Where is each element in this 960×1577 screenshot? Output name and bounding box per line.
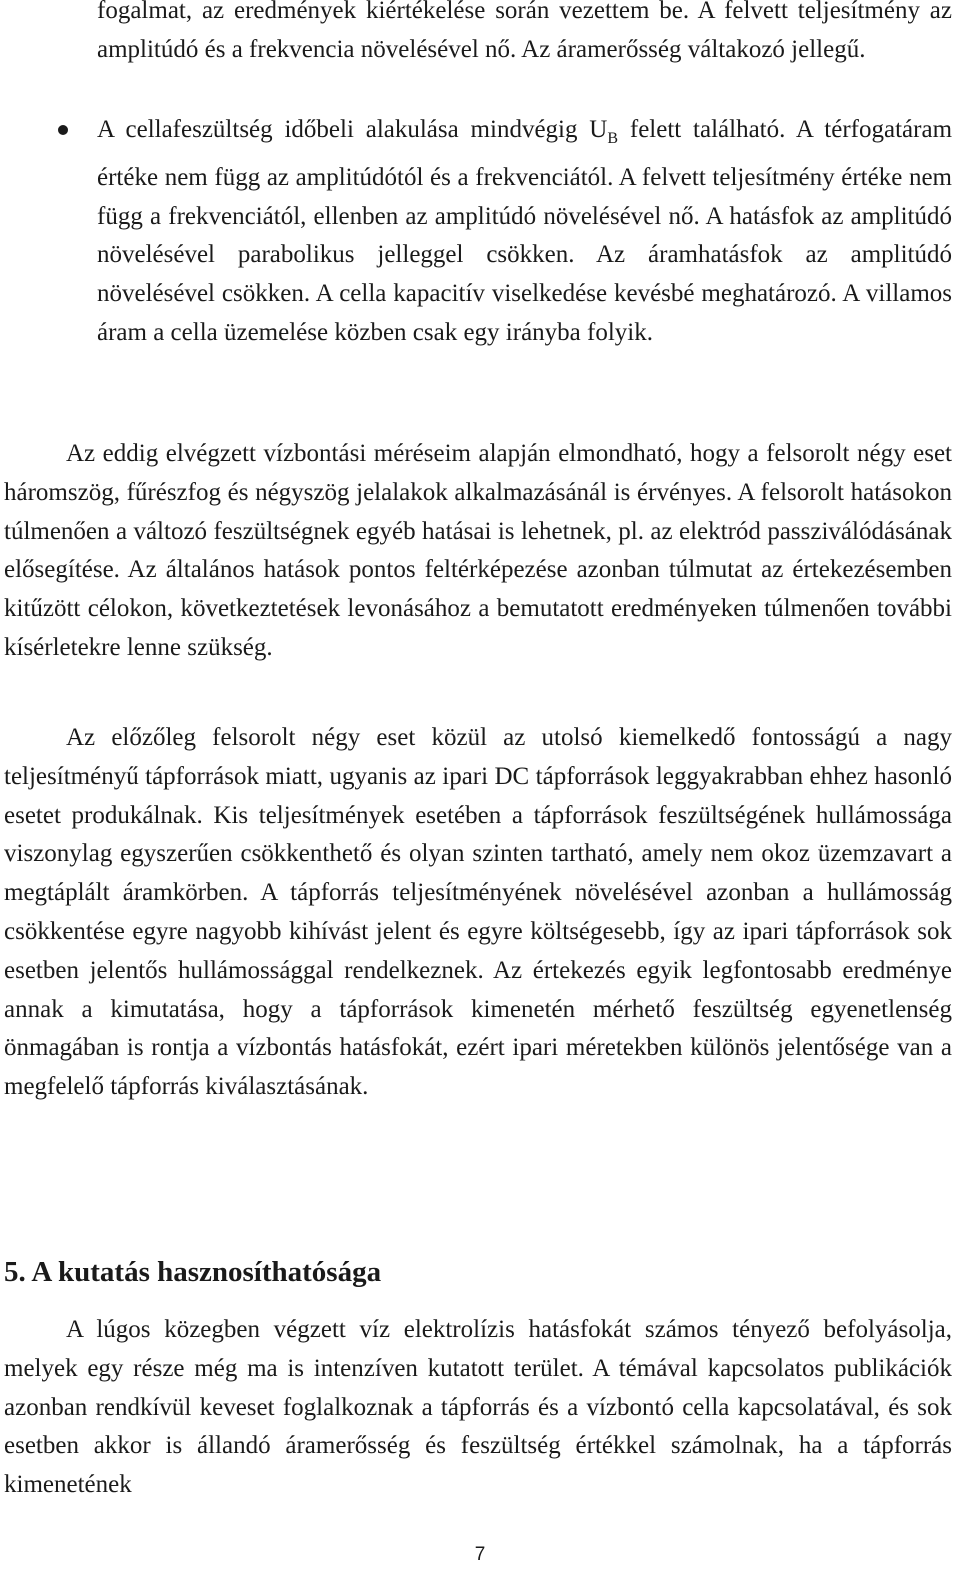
subscript-b: B	[607, 130, 619, 147]
bullet-text-start: A cellafeszültség időbeli alakulása mindvégig U	[97, 116, 608, 143]
bullet-item-continuation: fogalmat, az eredmények kiértékelése során vezettem be. A felvett teljesítmény az amplitúdó és a frekvencia növelésével nő. Az áramerősség váltakozó jellegű.	[97, 0, 952, 63]
bullet-item-cell-voltage	[97, 111, 952, 353]
paragraph-measurements: Az eddig elvégzett vízbontási méréseim alapján elmondható, hogy a felsorolt négy eset háromszög, fűrészfog és négyszög jelalakok alkalmazásánál is érvényes. A felsorolt hatásokon túlmenően a változó feszültségnek egyéb hatásai is lehetnek, pl. az elektród passziválódásának elősegítése. Az általános hatások pontos feltérképezése azonban túlmutat az értekezésemben kitűzött célokon, következtetések levonásához a bemutatott eredményeken túlmenően további kísérletekre lenne szükség.	[4, 440, 952, 661]
bullet-dot	[58, 125, 68, 135]
paragraph-power-sources: Az előzőleg felsorolt négy eset közül az utolsó kiemelkedő fontosságú a nagy teljesítményű tápforrások miatt, ugyanis az ipari DC tápforrások leggyakrabban ehhez hasonló esetet produkálnak. Kis teljesítmények esetében a tápforrások feszültségének hullámossága viszonylag egyszerűen csökkenthető és olyan szinten tartható, amely nem okoz üzemzavart a megtáplált áramkörben. A tápforrás teljesítményének növelésével azonban a hullámosság csökkentése egyre nagyobb kihívást jelent és egyre költségesebb, így az ipari tápforrások sok esetben jelentős hullámossággal rendelkeznek. Az értekezés egyik legfontosabb eredménye annak a kimutatása, hogy a tápforrások kimenetén mérhető feszültség egyenetlenség önmagában is rontja a vízbontás hatásfokát, ezért ipari méretekben különös jelentősége van a megfelelő tápforrás kiválasztásának.	[4, 724, 952, 1101]
bullet-text-rest: felett található. A térfogatáram értéke nem függ az amplitúdótól és a frekvenciától. A felvett teljesítmény értéke nem függ a frekvenciától, ellenben az amplitúdó növelésével nő. A hatásfok az amplitúdó növelésével parabolikus jelleggel csökken. Az áramhatásfok az amplitúdó növelésével csökken. A cella kapacitív viselkedése kevésbé meghatározó. A villamos áram a cella üzemelése közben csak egy irányba folyik.	[97, 116, 953, 346]
paragraph-applicability: A lúgos közegben végzett víz elektrolízis hatásfokát számos tényező befolyásolja, melyek egy része még ma is intenzíven kutatott terület. A témával kapcsolatos publikációk azonban rendkívül keveset foglalkoznak a tápforrás és a vízbontó cella kapcsolatával, és sok esetben akkor is állandó áramerősség és feszültség értékkel számolnak, ha a tápforrás kimenetének	[4, 1316, 952, 1499]
section-heading: 5. A kutatás hasznosíthatósága	[4, 1256, 382, 1288]
page-number: 7	[474, 1544, 486, 1565]
